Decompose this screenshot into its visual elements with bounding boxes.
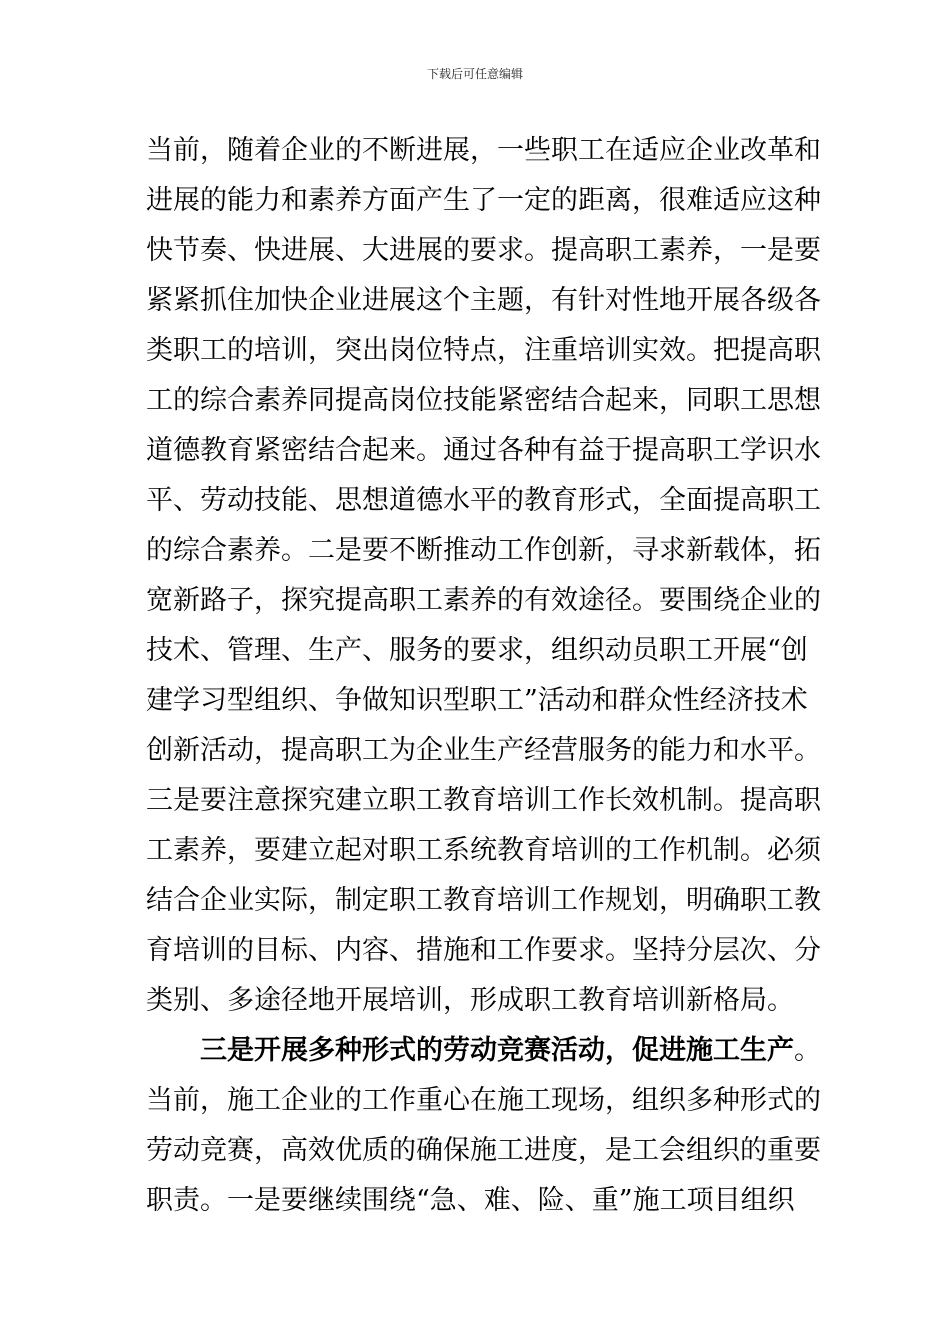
body-line: 快节奏、快进展、大进展的要求。提高职工素养，一是要 — [146, 235, 821, 266]
body-line: 建学习型组织、争做知识型职工”活动和群众性经济技术 — [146, 685, 808, 716]
page-header-note: 下载后可任意编辑 — [426, 67, 523, 81]
body-line: 类职工的培训，突出岗位特点，注重培训实效。把提高职 — [146, 335, 821, 366]
body-line: 职责。一是要继续围绕“急、难、险、重”施工项目组织 — [146, 1185, 795, 1216]
body-line: 当前，施工企业的工作重心在施工现场，组织多种形式的 — [146, 1085, 821, 1116]
body-line: 结合企业实际，制定职工教育培训工作规划，明确职工教 — [146, 885, 821, 916]
section-heading-period: 。 — [794, 1035, 821, 1066]
body-line: 道德教育紧密结合起来。通过各种有益于提高职工学识水 — [146, 435, 821, 466]
body-line: 育培训的目标、内容、措施和工作要求。坚持分层次、分 — [146, 935, 821, 966]
body-line: 的综合素养。二是要不断推动工作创新，寻求新载体，拓 — [146, 535, 821, 566]
body-line: 劳动竞赛，高效优质的确保施工进度，是工会组织的重要 — [146, 1135, 821, 1166]
body-line: 三是要注意探究建立职工教育培训工作长效机制。提高职 — [146, 785, 821, 816]
body-line: 平、劳动技能、思想道德水平的教育形式，全面提高职工 — [146, 485, 821, 516]
body-line: 宽新路子，探究提高职工素养的有效途径。要围绕企业的 — [146, 585, 821, 616]
section-heading — [146, 1026, 821, 1076]
body-line: 工素养，要建立起对职工系统教育培训的工作机制。必须 — [146, 835, 821, 866]
body-line: 创新活动，提高职工为企业生产经营服务的能力和水平。 — [146, 735, 821, 766]
body-line: 进展的能力和素养方面产生了一定的距离，很难适应这种 — [146, 185, 821, 216]
body-line: 类别、多途径地开展培训，形成职工教育培训新格局。 — [146, 985, 794, 1016]
section-heading-text: 三是开展多种形式的劳动竞赛活动，促进施工生产 — [200, 1035, 794, 1066]
document-body — [146, 126, 821, 1226]
body-line: 技术、管理、生产、服务的要求，组织动员职工开展“创 — [146, 635, 808, 666]
body-line: 工的综合素养同提高岗位技能紧密结合起来，同职工思想 — [146, 385, 821, 416]
body-line: 当前，随着企业的不断进展，一些职工在适应企业改革和 — [146, 135, 821, 166]
body-line: 紧紧抓住加快企业进展这个主题，有针对性地开展各级各 — [146, 285, 821, 316]
